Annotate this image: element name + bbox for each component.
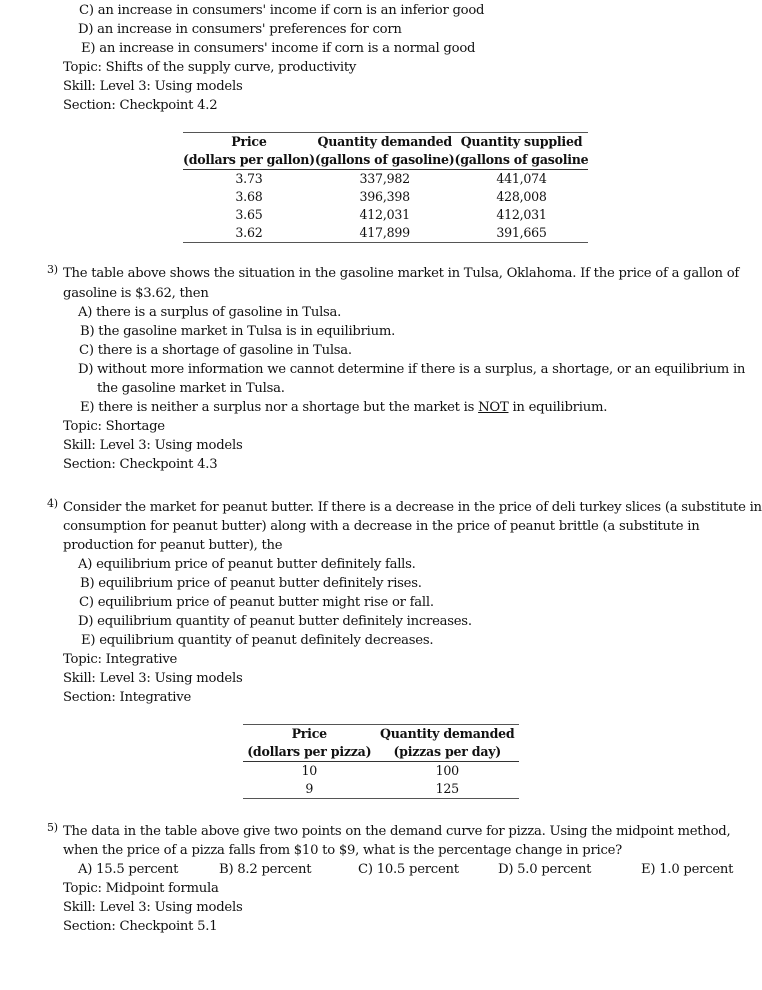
cell-price: 3.65 [235,207,263,222]
gasoline-market-table [183,132,588,243]
option-letter: A) [78,862,93,877]
option-text: equilibrium quantity of peanut definitely decreases. [99,633,434,648]
q4-option-c [79,593,434,612]
option-text: equilibrium price of peanut butter definitely rises. [98,576,422,591]
q2-option-d [78,20,402,39]
header-qty-supplied-unit: (gallons of gasoline [455,151,589,170]
option-letter: D) [498,862,514,877]
option-letter: C) [79,343,94,358]
option-text: an increase in consumers' income if corn is a normal good [99,41,476,56]
option-text: an increase in consumers' income if corn is an inferior good [97,3,485,18]
option-text: there is neither a surplus nor a shortage but the market is [98,400,479,415]
q3-skill: Skill: Level 3: Using models [63,438,243,453]
cell-qty-demanded: 412,031 [359,207,410,222]
option-letter: D) [78,22,94,37]
cell-qty-demanded: 417,899 [315,224,455,243]
q5-topic: Topic: Midpoint formula [63,881,219,896]
q3-option-d [78,360,745,379]
option-text: an increase in consumers' preferences for corn [97,22,402,37]
header-qty-demanded-unit: (pizzas per day) [376,743,520,762]
option-text: there is a surplus of gasoline in Tulsa. [96,305,342,320]
q2-option-c [79,1,484,20]
q4-option-a [78,555,416,574]
cell-price: 10 [301,763,318,778]
q3-option-d-continued: the gasoline market in Tulsa. [97,381,285,396]
option-letter: C) [79,595,94,610]
stem-text: The data in the table above give two points on the demand curve for pizza. Using the midpoint method, [63,824,731,839]
q5-skill: Skill: Level 3: Using models [63,900,243,915]
q2-skill: Skill: Level 3: Using models [63,79,243,94]
cell-price: 9 [243,780,376,799]
option-letter: E) [81,41,96,56]
q4-option-d [78,612,472,631]
option-text: the gasoline market in Tulsa is in equilibrium. [98,324,396,339]
q3-option-a [78,303,341,322]
option-letter: E) [81,633,96,648]
option-text: 5.0 percent [517,862,592,877]
q2-section: Section: Checkpoint 4.2 [63,98,218,113]
cell-qty-supplied: 412,031 [496,207,547,222]
question-number: 5) [47,821,58,834]
header-qty-supplied: Quantity supplied [455,133,589,152]
cell-qty-supplied: 391,665 [455,224,589,243]
underlined-not: NOT [478,400,509,415]
option-text: 15.5 percent [96,862,179,877]
option-text-end: in equilibrium. [508,400,608,415]
cell-price: 3.68 [235,189,263,204]
q4-stem-line3: production for peanut butter), the [63,538,283,553]
option-text: 10.5 percent [376,862,459,877]
stem-text: Consider the market for peanut butter. If there is a decrease in the price of deli turkey slices (a substitute in [63,500,762,515]
option-letter: A) [78,557,93,572]
q5-stem-line1 [47,822,730,841]
table-header-row [243,725,519,744]
option-text: equilibrium price of peanut butter might rise or fall. [97,595,434,610]
option-letter: B) [80,324,95,339]
cell-qty-supplied: 428,008 [496,189,547,204]
option-letter: E) [641,862,656,877]
q5-option-a [78,860,178,879]
q4-topic: Topic: Integrative [63,652,178,667]
option-letter: E) [80,400,95,415]
q3-section: Section: Checkpoint 4.3 [63,457,218,472]
header-qty-demanded: Quantity demanded [315,133,455,152]
cell-price: 3.62 [183,224,315,243]
option-text: 1.0 percent [659,862,734,877]
question-number: 4) [47,497,58,510]
q4-section: Section: Integrative [63,690,191,705]
q5-option-c [358,860,459,879]
q4-stem-line2: consumption for peanut butter) along with a decrease in the price of peanut brittle (a substitute in [63,519,700,534]
table-row [243,780,519,799]
option-text: equilibrium price of peanut butter definitely falls. [96,557,416,572]
table-header-row [183,133,588,152]
option-letter: B) [80,576,95,591]
header-price: Price [243,725,376,744]
option-letter: C) [358,862,373,877]
option-letter: A) [78,305,93,320]
q5-option-b [219,860,311,879]
option-text: there is a shortage of gasoline in Tulsa. [97,343,352,358]
header-price-unit: (dollars per gallon) [183,151,315,170]
q3-stem-line2: gasoline is $3.62, then [63,286,209,301]
cell-qty-supplied: 441,074 [496,171,547,186]
header-qty-demanded-unit: (gallons of gasoline) [315,151,455,170]
table-row [183,224,588,243]
table-row [183,188,588,206]
table-row [183,170,588,189]
option-letter: B) [219,862,234,877]
table-header-row [243,743,519,762]
table-row [183,206,588,224]
question-number: 3) [47,263,58,276]
cell-qty-demanded: 125 [376,780,520,799]
option-letter: D) [78,614,94,629]
q5-option-e [641,860,733,879]
q5-section: Section: Checkpoint 5.1 [63,919,218,934]
option-letter: C) [79,3,94,18]
q3-topic: Topic: Shortage [63,419,165,434]
q4-option-e [81,631,433,650]
q5-stem-line2: when the price of a pizza falls from $10 to $9, what is the percentage change in price? [63,843,622,858]
q4-stem-line1 [47,498,762,517]
q5-option-d [498,860,591,879]
q4-skill: Skill: Level 3: Using models [63,671,243,686]
option-letter: D) [78,362,94,377]
pizza-demand-table [243,724,519,799]
cell-qty-demanded: 337,982 [359,171,410,186]
table-row [243,762,519,781]
q2-option-e [81,39,475,58]
q2-topic: Topic: Shifts of the supply curve, productivity [63,60,357,75]
q4-option-b [80,574,422,593]
q3-stem-line1 [47,264,739,283]
table-header-row [183,151,588,170]
stem-text: The table above shows the situation in the gasoline market in Tulsa, Oklahoma. If the price of a gallon of [63,266,740,281]
cell-price: 3.73 [235,171,263,186]
cell-qty-demanded: 396,398 [359,189,410,204]
option-text: equilibrium quantity of peanut butter definitely increases. [97,614,472,629]
q3-option-e [80,398,607,417]
cell-qty-demanded: 100 [435,763,459,778]
q3-option-c [79,341,352,360]
header-qty-demanded: Quantity demanded [376,725,520,744]
header-price-unit: (dollars per pizza) [243,743,376,762]
option-text: without more information we cannot determine if there is a surplus, a shortage, or an equilibrium in [97,362,746,377]
header-price: Price [183,133,315,152]
option-text: 8.2 percent [237,862,312,877]
q3-option-b [80,322,395,341]
